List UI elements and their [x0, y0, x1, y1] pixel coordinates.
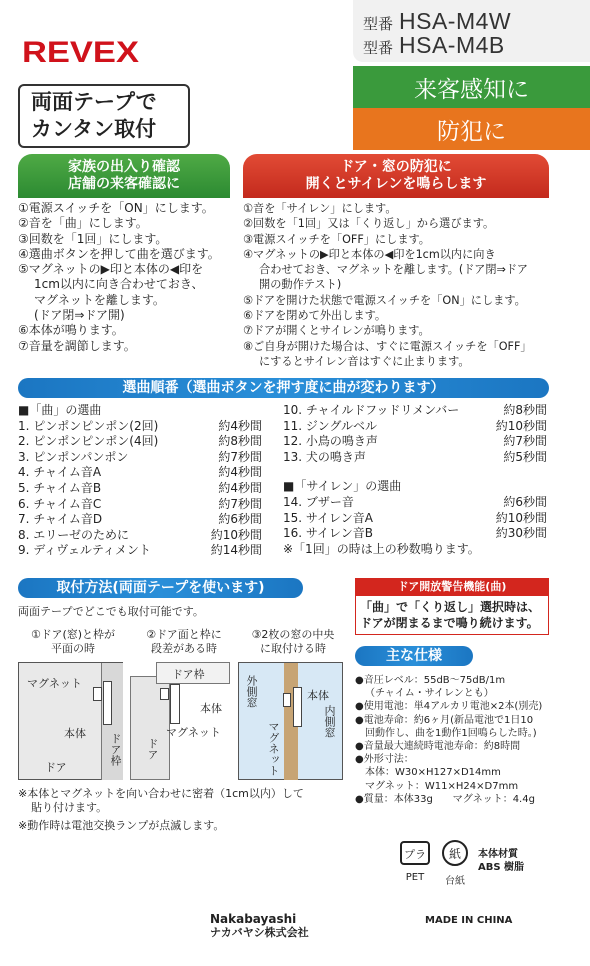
case-line: ③2枚の窓の中央 [251, 628, 335, 641]
label-door: ドア [45, 761, 67, 774]
spec-line: ●電池寿命：約6ヶ月(新品電池で1日10 [355, 714, 534, 726]
origin: MADE IN CHINA [425, 915, 513, 926]
title-line: 店舗の来客確認に [68, 176, 180, 192]
song-duration: 約4秒間 [218, 480, 262, 495]
paper-recycle-icon [438, 838, 472, 887]
song-name: 9. ディヴェルティメント [18, 543, 151, 558]
song-name: 4. チャイム音A [18, 465, 102, 480]
spec-line: （チャイム・サイレンとも） [365, 688, 494, 700]
warning-line: ドアが閉まるまで鳴り続けます。 [360, 616, 539, 630]
mount-notes [18, 787, 348, 833]
spec-line: 本体：W30×H127×D14mm [365, 767, 501, 779]
song-name: 6. チャイム音C [18, 496, 102, 511]
magnet-shape [93, 687, 102, 701]
diagram-window [238, 662, 343, 780]
tape-box [18, 84, 190, 148]
song-name: 16. サイレン音B [283, 526, 373, 541]
mount-subtitle: 両面テープでどこでも取付可能です。 [18, 605, 204, 618]
label-body: 本体 [200, 702, 222, 715]
step: ③電源スイッチを「OFF」にします。 [243, 232, 430, 246]
material-line: 本体材質 [478, 849, 518, 860]
song-group-heading: ■「サイレン」の選曲 [283, 479, 402, 494]
visitor-band: 来客感知に [353, 66, 590, 108]
case-line: 平面の時 [51, 642, 95, 655]
spec-line: ●外形寸法： [355, 754, 414, 766]
song-duration: 約7秒間 [218, 496, 262, 511]
song-row [283, 526, 547, 542]
material-line: ABS 樹脂 [478, 862, 525, 873]
label-frame: ドア枠 [172, 668, 205, 681]
specs-title: 主な仕様 [355, 646, 473, 666]
song-duration: 約30秒間 [495, 526, 547, 541]
song-duration: 約4秒間 [218, 418, 262, 433]
song-duration: 約10秒間 [495, 510, 547, 525]
song-row [18, 543, 262, 559]
label-frame: ドア枠 [109, 733, 122, 766]
body-shape [293, 687, 302, 727]
song-name: 8. エリーゼのために [18, 527, 130, 542]
song-row [18, 512, 262, 528]
step: ②回数を「1回」又は「くり返し」から選びます。 [243, 217, 495, 231]
song-row [18, 434, 262, 450]
model-box [353, 0, 590, 62]
song-row [283, 403, 547, 419]
step: ④マグネットの▶印と本体の◀印を1cm以内に向き [243, 247, 496, 261]
security-band: 防犯に [353, 108, 590, 150]
step: マグネットを離します。 [34, 292, 165, 307]
maker-jp: ナカバヤシ株式会社 [210, 926, 309, 939]
song-name: 12. 小鳥の鳴き声 [283, 434, 378, 449]
label-body: 本体 [307, 689, 329, 702]
step: ④選曲ボタンを押して曲を選びます。 [18, 246, 220, 261]
song-duration: 約4秒間 [218, 465, 262, 480]
mount-case-2 [130, 628, 238, 656]
song-duration: 約8秒間 [218, 434, 262, 449]
step: ⑥ドアを閉めて外出します。 [243, 309, 387, 323]
specs-list [355, 674, 555, 806]
visitor-steps [18, 201, 238, 354]
song-name: 11. ジングルベル [283, 418, 377, 433]
note-line: ※動作時は電池交換ランプが点滅します。 [18, 819, 225, 832]
song-name: 14. ブザー音 [283, 494, 354, 509]
maker [210, 912, 309, 940]
step: 1cm以内に向き合わせておき、 [34, 277, 204, 292]
magnet-shape [160, 688, 169, 700]
title-line: 開くとサイレンを鳴らします [305, 176, 487, 192]
song-name: 5. チャイム音B [18, 480, 102, 495]
song-duration: 約7秒間 [503, 434, 547, 449]
song-note: ※「1回」の時は上の秒数鳴ります。 [283, 541, 480, 556]
title-line: ドア・窓の防犯に [340, 159, 452, 175]
song-group-heading: ■「曲」の選曲 [18, 403, 102, 417]
song-row [18, 481, 262, 497]
magnet-shape [283, 693, 291, 707]
step: ⑧ご自身が開けた場合は、すぐに電源スイッチを「OFF」 [243, 339, 532, 353]
mount-case-1 [18, 628, 128, 656]
model-number-2: HSA-M4B [399, 32, 505, 58]
model-number-1: HSA-M4W [399, 8, 512, 34]
case-line: に取付ける時 [260, 642, 326, 655]
diagram-step [130, 662, 230, 780]
label-magnet: マグネット [166, 726, 221, 739]
song-duration: 約10秒間 [210, 527, 262, 542]
song-name: 7. チャイム音D [18, 512, 103, 527]
body-shape [103, 681, 112, 725]
spec-line: ●音圧レベル：55dB～75dB/1m [355, 675, 506, 686]
song-order-title: 選曲順番（選曲ボタンを押す度に曲が変わります） [18, 378, 549, 398]
song-duration: 約8秒間 [503, 403, 547, 417]
spec-line: マグネット：W11×H24×D7mm [365, 780, 519, 792]
label-magnet: マグネット [27, 677, 82, 690]
pet-recycle-icon [398, 838, 432, 883]
step: ①電源スイッチを「ON」にします。 [18, 201, 214, 215]
security-steps [243, 201, 563, 369]
song-row [283, 495, 547, 511]
tape-line-2: カンタン取付 [31, 117, 157, 141]
model-label: 型番 [363, 39, 394, 57]
song-duration: 約10秒間 [495, 418, 547, 433]
case-line: 段差がある時 [151, 642, 217, 655]
material-info [478, 848, 524, 874]
step: 開の動作テスト) [259, 278, 342, 292]
svg-text:プラ: プラ [404, 848, 426, 861]
label-inner-window: 内側窓 [323, 705, 336, 738]
label-body: 本体 [64, 727, 86, 740]
step: 合わせておき、マグネットを離します。(ドア閉⇒ドア [259, 263, 528, 277]
warning-line: 「曲」で「くり返し」選択時は、 [360, 600, 541, 614]
song-duration: 約5秒間 [503, 449, 547, 464]
song-list-right [283, 403, 547, 557]
security-section-title [243, 154, 549, 198]
step: ⑤ドアを開けた状態で電源スイッチを「ON」にします。 [243, 293, 526, 307]
song-name: 10. チャイルドフッドリメンバー [283, 403, 460, 417]
song-row [18, 497, 262, 513]
step: ⑦音量を調節します。 [18, 338, 136, 353]
song-name: 2. ピンポンピンポン(4回) [18, 434, 159, 449]
note-line: 貼り付けます。 [31, 801, 108, 814]
song-name: 13. 犬の鳴き声 [283, 449, 366, 464]
spec-line: 回動作し、曲を1動作1回鳴らした時。) [365, 727, 537, 739]
spec-line: ●使用電池：単4アルカリ電池×2本(別売) [355, 701, 543, 713]
song-duration: 約6秒間 [503, 494, 547, 509]
mount-case-3 [238, 628, 348, 656]
spec-line: ●質量：本体33g マグネット：4.4g [355, 793, 535, 805]
song-row [283, 434, 547, 450]
label-magnet: マグネット [267, 721, 280, 776]
model-label: 型番 [363, 15, 394, 33]
song-row [18, 528, 262, 544]
visitor-section-title [18, 154, 230, 198]
case-line: ①ドア(窓)と枠が [30, 628, 116, 641]
step: ⑥本体が鳴ります。 [18, 323, 124, 338]
step: ①音を「サイレン」にします。 [243, 202, 397, 215]
warning-box [355, 595, 549, 635]
note-line: ※本体とマグネットを向い合わせに密着（1cm以内）して [18, 787, 304, 800]
tape-line-1: 両面テープで [31, 90, 157, 114]
paper-label: 台紙 [445, 876, 465, 887]
step: (ドア閉⇒ドア開) [34, 308, 125, 323]
step: ⑦ドアが開くとサイレンが鳴ります。 [243, 324, 430, 338]
song-row [18, 450, 262, 466]
step: ③回数を「1回」にします。 [18, 231, 168, 246]
song-name: 1. ピンポンピンポン(2回) [18, 418, 159, 433]
case-line: ②ドア面と枠に [146, 628, 222, 641]
song-list-left [18, 403, 262, 559]
body-shape [170, 684, 180, 724]
spec-line: ●音量最大連続時電池寿命：約8時間 [355, 741, 521, 753]
brand-logo: REVEX [22, 36, 139, 69]
warning-title: ドア開放警告機能(曲) [355, 578, 549, 595]
step: ②音を「曲」にします。 [18, 216, 148, 231]
song-duration: 約7秒間 [218, 449, 262, 464]
song-row [18, 465, 262, 481]
song-name: 3. ピンポンパンポン [18, 449, 129, 464]
step: ⑤マグネットの▶印と本体の◀印を [18, 262, 204, 277]
diagram-flat [18, 662, 123, 780]
label-outer-window: 外側窓 [245, 675, 258, 708]
mount-title: 取付方法(両面テープを使います) [18, 578, 303, 598]
song-row [283, 511, 547, 527]
song-row [18, 419, 262, 435]
maker-en: Nakabayashi [210, 912, 297, 926]
label-door: ドア [146, 738, 159, 760]
song-duration: 約6秒間 [218, 512, 262, 527]
title-line: 家族の出入り確認 [68, 159, 180, 175]
song-duration: 約14秒間 [210, 543, 262, 558]
song-name: 15. サイレン音A [283, 510, 373, 525]
step: にするとサイレン音はすぐに止まります。 [259, 354, 470, 368]
pet-label: PET [405, 872, 425, 883]
song-row [283, 419, 547, 435]
svg-text:紙: 紙 [448, 847, 462, 861]
song-row [283, 450, 547, 466]
